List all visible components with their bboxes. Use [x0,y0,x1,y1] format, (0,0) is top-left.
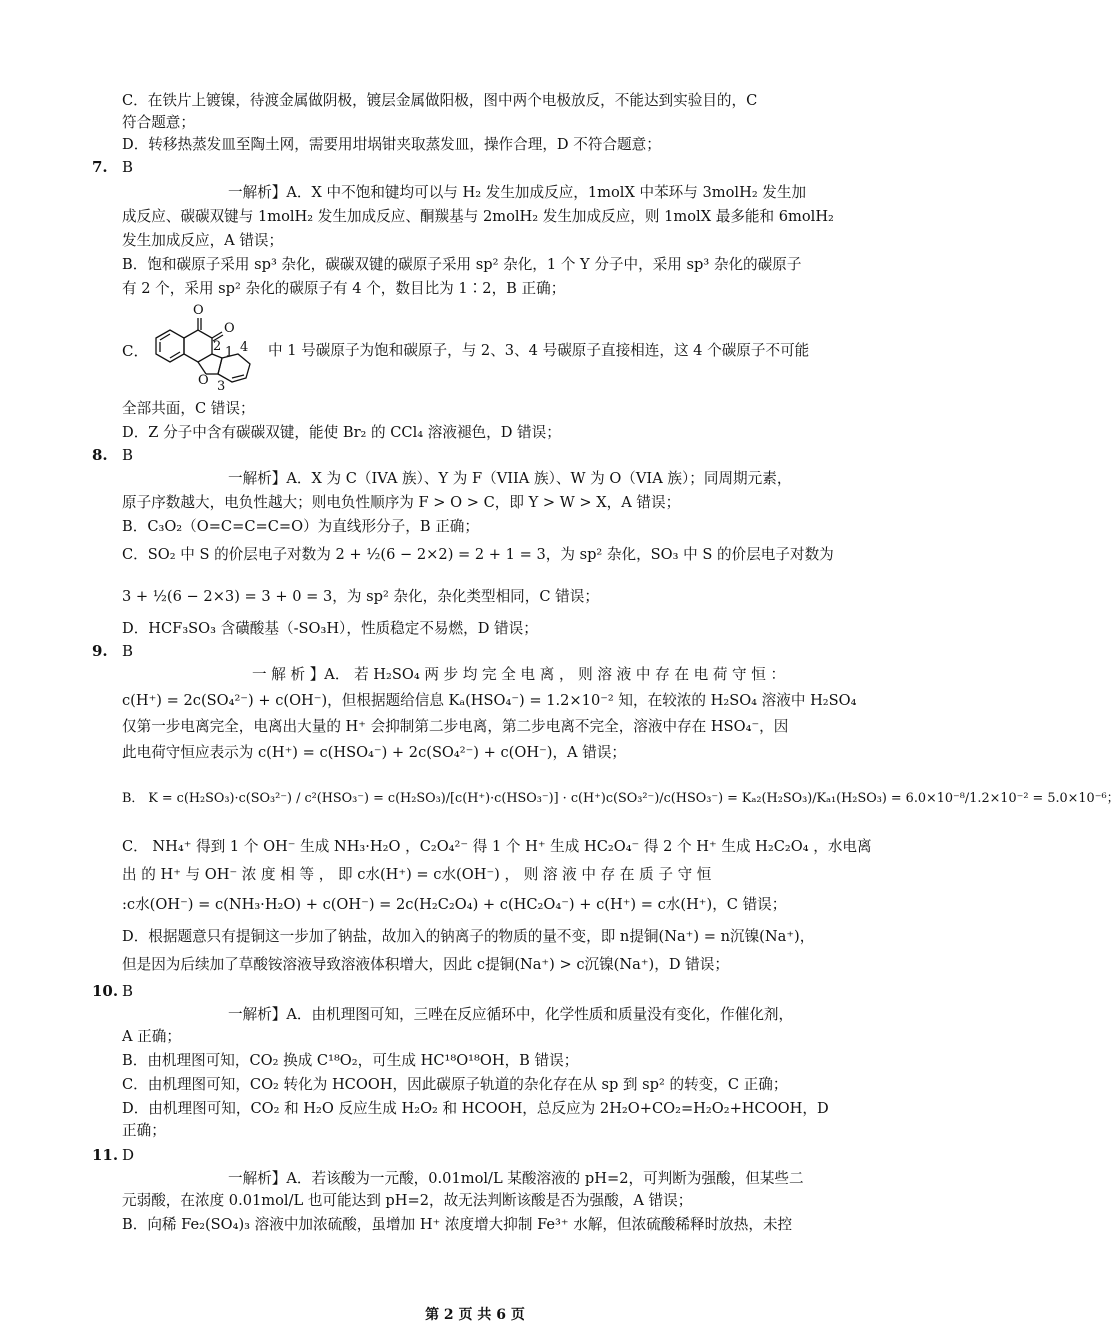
quinone-ring [184,330,212,362]
atom-label: O [224,321,235,336]
text-line: D．转移热蒸发皿至陶土网，需要用坩埚钳夹取蒸发皿，操作合理，D 不符合题意； [122,136,661,153]
text-line: 此电荷守恒应表示为 c(H⁺) = c(HSO₄⁻) + 2c(SO₄²⁻) + c(OH⁻)，A 错误； [122,744,627,761]
atom-label: 4 [240,340,249,355]
text-line: D．由机理图可知，CO₂ 和 H₂O 反应生成 H₂O₂ 和 HCOOH，总反应为 2H₂O+CO₂=H₂O₂+HCOOH，D [122,1100,829,1117]
text-line: B．向稀 Fe₂(SO₄)₃ 溶液中加浓硫酸，虽增加 H⁺ 浓度增大抑制 Fe³⁺ 水解，但浓硫酸稀释时放热，未控 [122,1216,793,1233]
text-line: C．由机理图可知，CO₂ 转化为 HCOOH，因此碳原子轨道的杂化存在从 sp 到 sp² 的转变，C 正确； [122,1076,788,1093]
text-line: D．Z 分子中含有碳碳双键，能使 Br₂ 的 CCl₄ 溶液褪色，D 错误； [122,424,561,441]
text-line: 原子序数越大，电负性越大；则电负性顺序为 F > O > C，即 Y > W > X，A 错误； [122,494,681,511]
text-line: 发生加成反应，A 错误； [122,232,284,249]
question-number: 11. [92,1146,119,1164]
atom-label: O [193,303,204,318]
text-line: C．在铁片上镀镍，待渡金属做阴极，镀层金属做阳极，图中两个电极放反，不能达到实验目的，C [122,92,758,109]
question-answer: B [122,642,134,660]
text-line: :c水(OH⁻) = c(NH₃·H₂O) + c(OH⁻) = 2c(H₂C₂O₄) + c(HC₂O₄⁻) + c(H⁺) = c水(H⁺)，C 错误； [122,896,787,913]
question-number: 9. [92,642,108,660]
text-line: 一解析】A．若该酸为一元酸，0.01mol/L 某酸溶液的 pH=2，可判断为强酸，但某些二 [228,1170,804,1187]
text-line: c(H⁺) = 2c(SO₄²⁻) + c(OH⁻)，但根据题给信息 Kₐ(HSO₄⁻) = 1.2×10⁻² 知，在较浓的 H₂SO₄ 溶液中 H₂SO₄ [122,692,857,709]
text-line: 元弱酸，在浓度 0.01mol/L 也可能达到 pH=2，故无法判断该酸是否为强酸，A 错误； [122,1192,693,1209]
text-line: 3 + ½(6 − 2×3) = 3 + 0 = 3，为 sp² 杂化，杂化类型相同，C 错误； [122,588,599,605]
text-line: 一解析】A．X 中不饱和键均可以与 H₂ 发生加成反应，1molX 中苯环与 3molH₂ 发生加 [228,184,807,201]
question-answer: B [122,446,134,464]
text-line: 符合题意； [122,114,195,131]
molecule-structure-figure [146,296,266,392]
text-line: B．由机理图可知，CO₂ 换成 C¹⁸O₂，可生成 HC¹⁸O¹⁸OH，B 错误； [122,1052,579,1069]
text-line: A 正确； [122,1028,181,1045]
text-line: D．HCF₃SO₃ 含磺酸基（-SO₃H），性质稳定不易燃，D 错误； [122,620,538,637]
question-number: 8. [92,446,108,464]
question-answer: D [122,1146,135,1164]
text-line: C． NH₄⁺ 得到 1 个 OH⁻ 生成 NH₃·H₂O ，C₂O₄²⁻ 得 1 个 H⁺ 生成 HC₂O₄⁻ 得 2 个 H⁺ 生成 H₂C₂O₄ ，水电离 [122,838,872,855]
text-line: 一解析】A．由机理图可知，三唑在反应循环中，化学性质和质量没有变化，作催化剂， [228,1006,794,1023]
text-line: 出 的 H⁺ 与 OH⁻ 浓 度 相 等 ， 即 c水(H⁺) = c水(OH⁻) ， 则 溶 液 中 存 在 质 子 守 恒 [122,866,712,883]
text-line: 成反应、碳碳双键与 1molH₂ 发生加成反应、酮羰基与 2molH₂ 发生加成反应，则 1molX 最多能和 6molH₂ [122,208,834,225]
text-line: 有 2 个，采用 sp² 杂化的碳原子有 4 个，数目比为 1∶2，B 正确； [122,280,566,297]
atom-label: O [198,373,209,388]
text-line: 一 解 析 】A． 若 H₂SO₄ 两 步 均 完 全 电 离 ， 则 溶 液 中 存 在 电 荷 守 恒 ： [252,666,786,683]
text-line: B．饱和碳原子采用 sp³ 杂化，碳碳双键的碳原子采用 sp² 杂化，1 个 Y 分子中，采用 sp³ 杂化的碳原子 [122,256,802,273]
text-line: C．SO₂ 中 S 的价层电子对数为 2 + ½(6 − 2×2) = 2 + 1 = 3，为 sp² 杂化，SO₃ 中 S 的价层电子对数为 [122,546,834,563]
text-line: D．根据题意只有提铜这一步加了钠盐，故加入的钠离子的物质的量不变，即 n提铜(Na⁺) = n沉镍(Na⁺)， [122,928,815,945]
text-line: 一解析】A．X 为 C（IVA 族）、Y 为 F（VIIA 族）、W 为 O（VIA 族）；同周期元素， [228,470,792,487]
atom-label: 3 [217,379,226,394]
equilibrium-constant-equation: B． K = c(H₂SO₃)·c(SO₃²⁻) / c²(HSO₃⁻) = c(H₂SO₃)/[c(H⁺)·c(HSO₃⁻)] · c(H⁺)c(SO₃²⁻)/c(HSO₃⁻) = Kₐ₂(H₂SO₃)/Kₐ₁(H₂SO₃) = 6.0×10⁻⁸/1.2×10⁻² = 5.0×10⁻⁶； [122,791,1119,806]
question-answer: B [122,158,134,176]
question-number: 7. [92,158,108,176]
page-footer: 第 2 页 共 6 页 [425,1307,525,1323]
question-answer: B [122,982,134,1000]
atom-label: 2 [213,339,222,354]
atom-label: 1 [225,345,234,360]
text-line: 仅第一步电离完全，电离出大量的 H⁺ 会抑制第二步电离，第二步电离不完全，溶液中存在 HSO₄⁻，因 [122,718,789,735]
text-line: 中 1 号碳原子为饱和碳原子，与 2、3、4 号碳原子直接相连，这 4 个碳原子不可能 [268,342,810,359]
text-line: 全部共面，C 错误； [122,400,255,417]
text-line: B．C₃O₂（O=C=C=C=O）为直线形分子，B 正确； [122,518,479,535]
question-number: 10. [92,982,119,1000]
figure-label: C． [122,342,149,360]
text-line: 正确； [122,1122,166,1139]
text-line: 但是因为后续加了草酸铵溶液导致溶液体积增大，因此 c提铜(Na⁺) > c沉镍(Na⁺)，D 错误； [122,956,729,973]
